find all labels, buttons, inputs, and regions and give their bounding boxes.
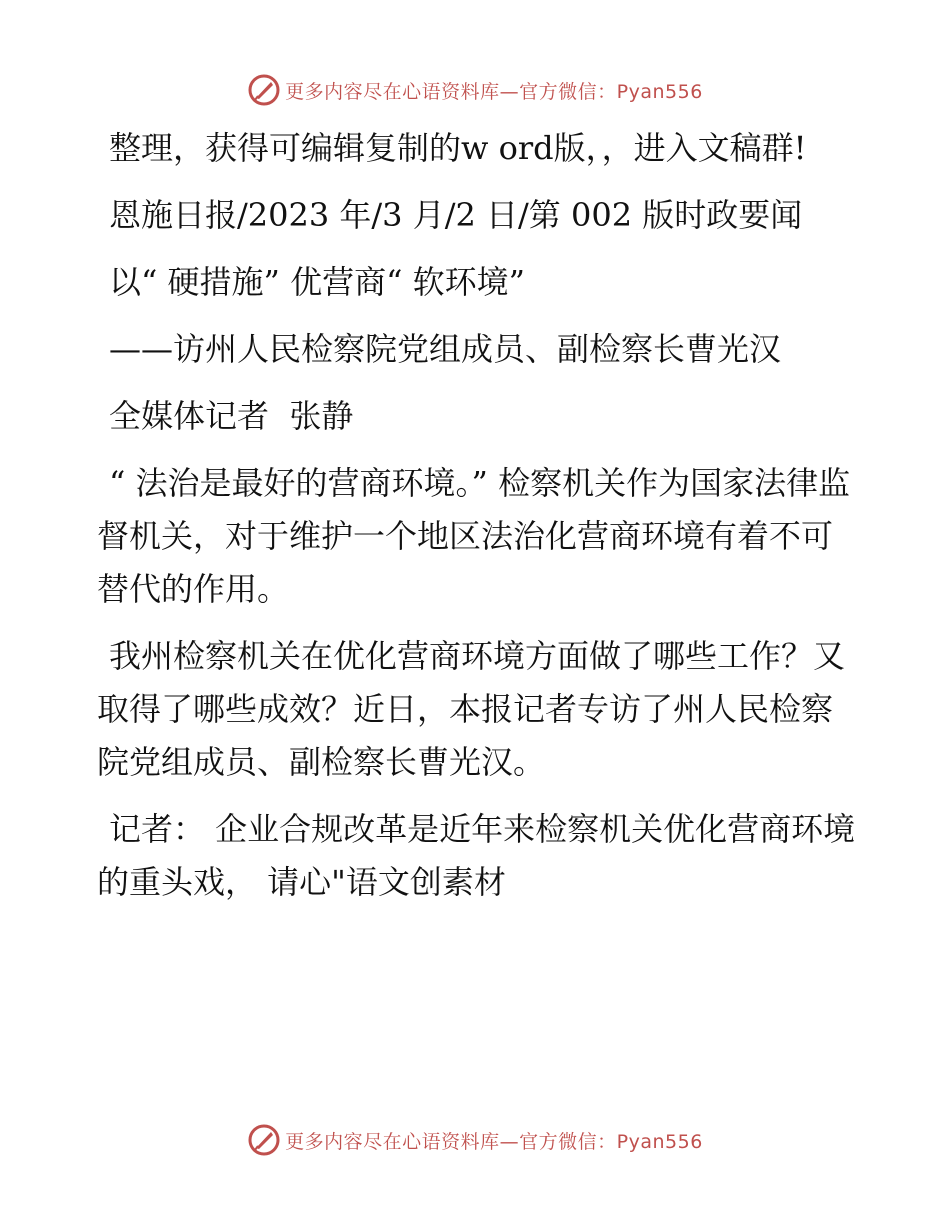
quill-logo-icon — [247, 73, 281, 107]
byline: 全媒体记者 张静 — [109, 397, 354, 435]
source-line: 恩施日报/2023 年/3 月/2 日/第 002 版时政要闻 — [109, 196, 803, 234]
watermark-banner-bottom — [0, 1120, 950, 1160]
watermark-banner-top — [0, 70, 950, 110]
watermark-text: 更多内容尽在心语资料库—官方微信：Pyan556 — [285, 1130, 703, 1153]
body-paragraph: “ 法治是最好的营商环境。” 检察机关作为国家法律监督机关，对于维护一个地区法治化营商环境有着不可替代的作用。 — [97, 464, 851, 608]
article-subtitle: ——访州人民检察院党组成员、副检察长曹光汉 — [109, 330, 782, 368]
article-title: 以“ 硬措施” 优营商“ 软环境” — [109, 263, 525, 301]
body-paragraph: 记者： 企业合规改革是近年来检察机关优化营商环境的重头戏， 请心"语文创素材 — [97, 810, 856, 901]
body-paragraph: 我州检察机关在优化营商环境方面做了哪些工作？又取得了哪些成效？近日，本报记者专访了州人民检察院党组成员、副检察长曹光汉。 — [97, 637, 846, 781]
intro-note: 整理，获得可编辑复制的w ord版，，进入文稿群! — [109, 129, 807, 167]
quill-logo-icon — [247, 1123, 281, 1157]
document-body — [97, 122, 857, 923]
watermark-text: 更多内容尽在心语资料库—官方微信：Pyan556 — [285, 80, 703, 103]
